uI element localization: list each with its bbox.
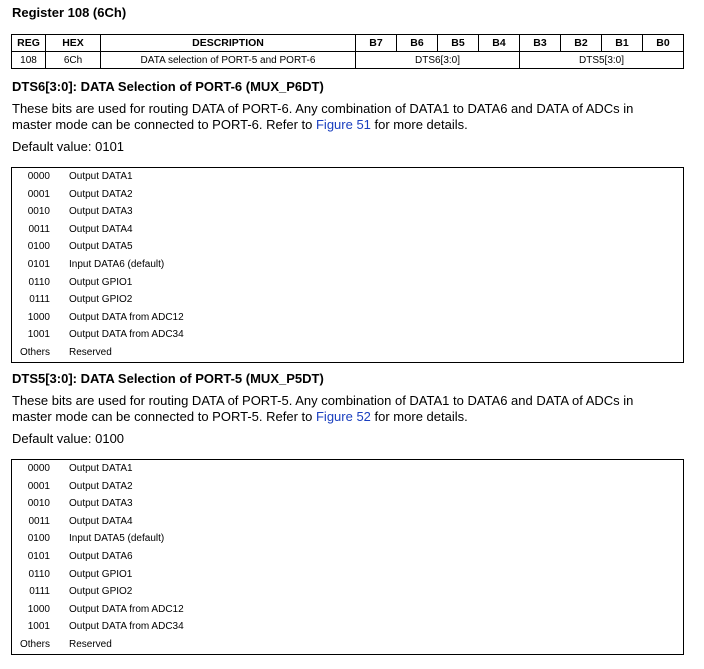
section-description-dts6: [12, 101, 684, 133]
default-value-dts6: Default value: 0101: [12, 139, 125, 154]
value-description: Output GPIO1: [69, 568, 133, 580]
col-header-b6: B6: [397, 35, 438, 52]
value-description: Output DATA from ADC34: [69, 621, 184, 633]
value-code: 0111: [29, 294, 50, 306]
register-title: Register 108 (6Ch): [12, 5, 127, 20]
value-code: 1000: [27, 311, 50, 323]
value-code: 0001: [27, 480, 50, 492]
value-row: [12, 256, 683, 274]
value-row: [12, 601, 683, 619]
value-code: 0000: [27, 171, 50, 182]
description-line: [12, 117, 684, 133]
value-code: 0001: [27, 188, 50, 200]
value-row: [12, 495, 683, 513]
description-text: master mode can be connected to PORT-5. Refer to: [12, 409, 316, 424]
description-text: for more details.: [370, 117, 468, 132]
col-header-b5: B5: [438, 35, 479, 52]
cell-hex: 6Ch: [46, 52, 101, 69]
value-description: Output DATA from ADC34: [69, 329, 184, 341]
value-code: 0101: [27, 550, 50, 562]
value-code: 1001: [27, 621, 50, 633]
value-row: [12, 238, 683, 256]
figure-link[interactable]: Figure 52: [315, 409, 371, 424]
value-row: [12, 566, 683, 584]
section-description-dts5: [12, 393, 684, 425]
value-description: Output DATA from ADC12: [69, 603, 184, 615]
value-description: Output DATA2: [69, 188, 133, 200]
description-line: [12, 409, 684, 425]
value-row: [12, 636, 683, 654]
section-title-dts5: DTS5[3:0]: DATA Selection of PORT-5 (MUX_P5DT): [12, 371, 324, 386]
description-text: master mode can be connected to PORT-6. Refer to: [12, 117, 316, 132]
value-row: [12, 344, 683, 362]
value-code: 1000: [27, 603, 50, 615]
value-description: Output GPIO1: [69, 276, 133, 288]
value-row: [12, 221, 683, 239]
value-description: Reserved: [69, 346, 112, 358]
value-row: [12, 530, 683, 548]
value-code: 0010: [27, 206, 50, 218]
value-description: Reserved: [69, 638, 112, 650]
value-row: [12, 513, 683, 531]
cell-reg: 108: [12, 52, 46, 69]
value-row: [12, 618, 683, 636]
value-description: Output DATA2: [69, 480, 133, 492]
value-row: [12, 186, 683, 204]
value-code: 0011: [28, 223, 50, 235]
col-header-reg: REG: [12, 35, 46, 52]
value-code: 0101: [27, 258, 50, 270]
value-description: Output DATA3: [69, 498, 133, 510]
col-header-hex: HEX: [46, 35, 101, 52]
value-row: [12, 203, 683, 221]
value-description: Output DATA5: [69, 241, 133, 253]
col-header-b7: B7: [356, 35, 397, 52]
value-description: Input DATA6 (default): [69, 258, 165, 270]
col-header-description: DESCRIPTION: [101, 35, 356, 52]
value-description: Output DATA1: [69, 171, 133, 182]
value-code: 0110: [28, 276, 50, 288]
value-description: Output DATA4: [69, 515, 133, 527]
value-row: [12, 583, 683, 601]
value-table-dts6: [11, 167, 684, 363]
value-code: 0000: [27, 463, 50, 474]
value-description: Output GPIO2: [69, 586, 133, 598]
value-row: [12, 326, 683, 344]
value-code: 0100: [27, 533, 50, 545]
value-description: Input DATA5 (default): [69, 533, 165, 545]
register-table-row: [12, 52, 684, 69]
register-table: [11, 34, 684, 69]
value-row: [12, 478, 683, 496]
value-code: Others: [19, 346, 50, 358]
col-header-b3: B3: [520, 35, 561, 52]
description-text: for more details.: [370, 409, 468, 424]
description-line: These bits are used for routing DATA of PORT-5. Any combination of DATA1 to DATA6 and DATA of ADCs in: [12, 393, 634, 408]
value-row: [12, 168, 683, 186]
col-header-b4: B4: [479, 35, 520, 52]
col-header-b1: B1: [602, 35, 643, 52]
value-row: [12, 309, 683, 327]
col-header-b2: B2: [561, 35, 602, 52]
value-description: Output GPIO2: [69, 294, 133, 306]
value-code: 0010: [27, 498, 50, 510]
cell-description: DATA selection of PORT-5 and PORT-6: [101, 52, 356, 69]
value-table-dts5: [11, 459, 684, 655]
value-code: 1001: [27, 329, 50, 341]
register-table-header: [12, 35, 684, 52]
value-row: [12, 274, 683, 292]
cell-field-dts6: DTS6[3:0]: [356, 52, 520, 69]
value-code: Others: [19, 638, 50, 650]
cell-field-dts5: DTS5[3:0]: [520, 52, 684, 69]
value-code: 0100: [27, 241, 50, 253]
default-value-dts5: Default value: 0100: [12, 431, 125, 446]
description-line: These bits are used for routing DATA of PORT-6. Any combination of DATA1 to DATA6 and DATA of ADCs in: [12, 101, 634, 116]
value-description: Output DATA from ADC12: [69, 311, 184, 323]
value-code: 0111: [29, 586, 50, 598]
figure-link[interactable]: Figure 51: [315, 117, 371, 132]
value-row: [12, 548, 683, 566]
value-description: Output DATA3: [69, 206, 133, 218]
value-code: 0110: [28, 568, 50, 580]
value-description: Output DATA1: [69, 463, 133, 474]
value-row: [12, 291, 683, 309]
col-header-b0: B0: [643, 35, 684, 52]
value-code: 0011: [28, 515, 50, 527]
value-description: Output DATA4: [69, 223, 133, 235]
value-description: Output DATA6: [69, 550, 133, 562]
section-title-dts6: DTS6[3:0]: DATA Selection of PORT-6 (MUX_P6DT): [12, 79, 324, 94]
value-row: [12, 460, 683, 478]
